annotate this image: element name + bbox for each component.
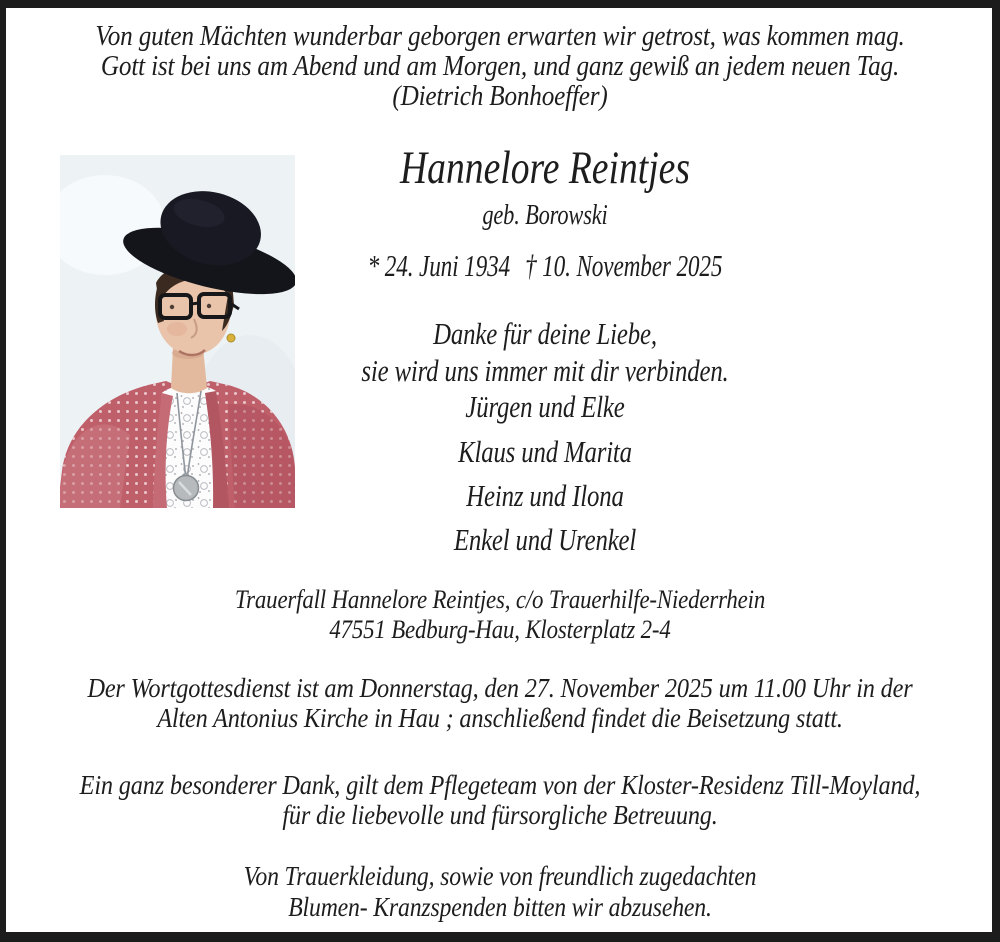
life-dates (95, 249, 995, 283)
service-line-2: Alten Antonius Kirche in Hau ; anschließend findet die Beisetzung statt. (157, 703, 843, 733)
opening-quote (12, 22, 988, 112)
death-date: † 10. November 2025 (525, 248, 723, 283)
farewell-message (95, 315, 995, 389)
deceased-name-text: Hannelore Reintjes (400, 142, 690, 194)
quote-attribution: (Dietrich Bonhoeffer) (392, 81, 608, 112)
maiden-name-text: geb. Borowski (482, 200, 608, 231)
contact-line-2: 47551 Bedburg-Hau, Klosterplatz 2-4 (329, 615, 671, 644)
farewell-line-2: sie wird uns immer mit dir verbinden. (361, 353, 729, 388)
mourner-item: Heinz und Ilona (466, 478, 624, 513)
deceased-name (95, 142, 995, 194)
mourner-item: Klaus und Marita (458, 434, 632, 469)
thanks-line-2: für die liebevolle und fürsorgliche Betreuung. (282, 800, 718, 830)
funeral-contact-address (12, 585, 988, 645)
birth-date: * 24. Juni 1934 (367, 248, 511, 283)
flowers-request (12, 861, 988, 923)
mourner-item: Enkel und Urenkel (453, 522, 637, 557)
special-thanks (12, 770, 988, 830)
farewell-line-1: Danke für deine Liebe, (433, 316, 657, 351)
request-line-2: Blumen- Kranzspenden bitten wir abzusehen. (288, 892, 712, 922)
quote-line-2: Gott ist bei uns am Abend und am Morgen, und ganz gewiß an jedem neuen Tag. (100, 51, 900, 82)
quote-line-1: Von guten Mächten wunderbar geborgen erwarten wir getrost, was kommen mag. (95, 21, 905, 52)
service-details (12, 673, 988, 733)
contact-line-1: Trauerfall Hannelore Reintjes, c/o Trauerhilfe-Niederrhein (234, 585, 766, 614)
service-line-1: Der Wortgottesdienst ist am Donnerstag, den 27. November 2025 um 11.00 Uhr in der (87, 673, 913, 703)
request-line-1: Von Trauerkleidung, sowie von freundlich zugedachten (243, 861, 757, 891)
maiden-name (95, 201, 995, 231)
mourner-item: Jürgen und Elke (465, 389, 625, 424)
thanks-line-1: Ein ganz besonderer Dank, gilt dem Pflegeteam von der Kloster-Residenz Till-Moyland, (79, 770, 921, 800)
